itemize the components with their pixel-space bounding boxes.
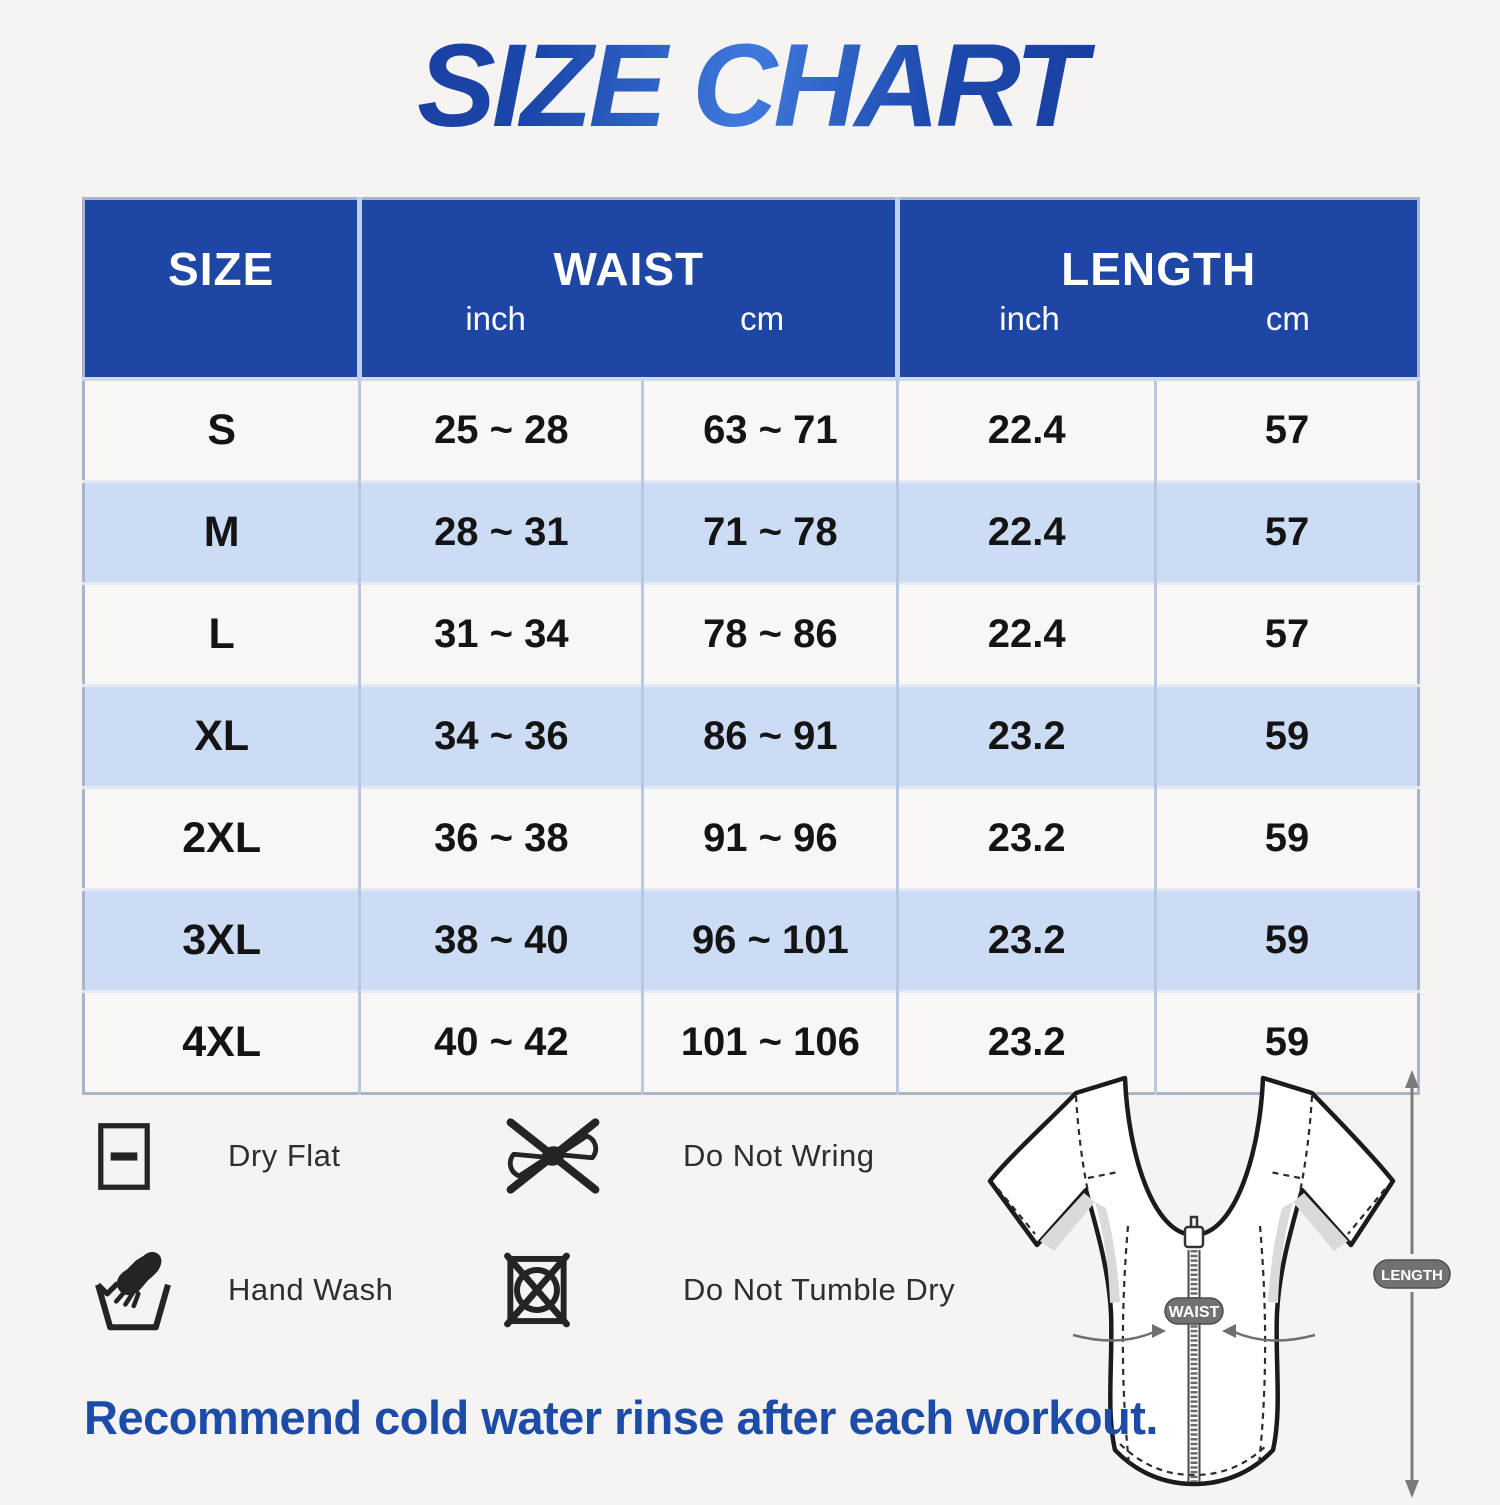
header-waist-inch-unit: inch [465, 299, 526, 337]
care-item-hand-wash [95, 1223, 500, 1357]
cell-waist-cm: 71 ~ 78 [643, 482, 898, 584]
cell-length-cm: 59 [1155, 992, 1418, 1094]
header-length-group [898, 199, 1419, 380]
header-waist-cm-unit: cm [740, 299, 785, 337]
cell-waist-inch: 38 ~ 40 [360, 890, 643, 992]
header-waist-group [360, 199, 898, 380]
cell-length-inch: 22.4 [898, 482, 1156, 584]
care-item-do-not-wring [500, 1089, 980, 1223]
header-size: SIZE [84, 199, 360, 380]
cell-length-cm: 57 [1155, 584, 1418, 686]
cell-waist-inch: 40 ~ 42 [360, 992, 643, 1094]
care-label: Hand Wash [228, 1272, 394, 1307]
cell-waist-inch: 28 ~ 31 [360, 482, 643, 584]
table-row [84, 788, 1419, 890]
header-length-label: LENGTH [1061, 242, 1257, 295]
cell-size: S [84, 379, 360, 482]
care-label: Dry Flat [228, 1138, 341, 1173]
cell-waist-cm: 63 ~ 71 [643, 379, 898, 482]
dry-flat-icon [95, 1121, 228, 1192]
hand-wash-icon [95, 1248, 228, 1332]
cell-length-inch: 22.4 [898, 379, 1156, 482]
svg-text:WAIST: WAIST [1168, 1304, 1220, 1321]
care-item-do-not-tumble-dry [500, 1223, 980, 1357]
cell-waist-inch: 25 ~ 28 [360, 379, 643, 482]
cell-length-inch: 22.4 [898, 584, 1156, 686]
cell-waist-inch: 31 ~ 34 [360, 584, 643, 686]
cell-length-cm: 59 [1155, 890, 1418, 992]
care-instructions [95, 1089, 980, 1357]
header-length-cm-unit: cm [1265, 299, 1310, 337]
size-table [82, 197, 1420, 1095]
header-length-inch-unit: inch [999, 299, 1060, 337]
cell-waist-inch: 36 ~ 38 [360, 788, 643, 890]
care-label: Do Not Wring [683, 1138, 875, 1173]
cell-waist-inch: 34 ~ 36 [360, 686, 643, 788]
cell-size: XL [84, 686, 360, 788]
waist-measure-label [1165, 1298, 1223, 1324]
cell-waist-cm: 91 ~ 96 [643, 788, 898, 890]
care-item-dry-flat [95, 1089, 500, 1223]
cell-length-cm: 59 [1155, 788, 1418, 890]
table-row [84, 890, 1419, 992]
cell-size: 2XL [84, 788, 360, 890]
cell-length-inch: 23.2 [898, 890, 1156, 992]
cell-waist-cm: 101 ~ 106 [643, 992, 898, 1094]
do-not-tumble-dry-icon [500, 1250, 683, 1330]
cell-length-inch: 23.2 [898, 788, 1156, 890]
table-header-row [84, 199, 1419, 380]
cell-waist-cm: 96 ~ 101 [643, 890, 898, 992]
cell-size: 3XL [84, 890, 360, 992]
cell-length-inch: 23.2 [898, 992, 1156, 1094]
do-not-wring-icon [500, 1116, 683, 1196]
cell-length-inch: 23.2 [898, 686, 1156, 788]
cell-length-cm: 57 [1155, 482, 1418, 584]
page-title: SIZE CHART [0, 18, 1500, 154]
footer-note: Recommend cold water rinse after each workout. [84, 1391, 1158, 1444]
cell-size: L [84, 584, 360, 686]
table-row [84, 584, 1419, 686]
care-label: Do Not Tumble Dry [683, 1272, 956, 1307]
table-row [84, 482, 1419, 584]
length-measure-label [1374, 1260, 1450, 1288]
header-waist-label: WAIST [553, 242, 705, 295]
cell-length-cm: 59 [1155, 686, 1418, 788]
cell-length-cm: 57 [1155, 379, 1418, 482]
cell-size: M [84, 482, 360, 584]
table-row [84, 379, 1419, 482]
cell-size: 4XL [84, 992, 360, 1094]
svg-text:LENGTH: LENGTH [1381, 1267, 1443, 1284]
table-row [84, 686, 1419, 788]
cell-waist-cm: 78 ~ 86 [643, 584, 898, 686]
cell-waist-cm: 86 ~ 91 [643, 686, 898, 788]
